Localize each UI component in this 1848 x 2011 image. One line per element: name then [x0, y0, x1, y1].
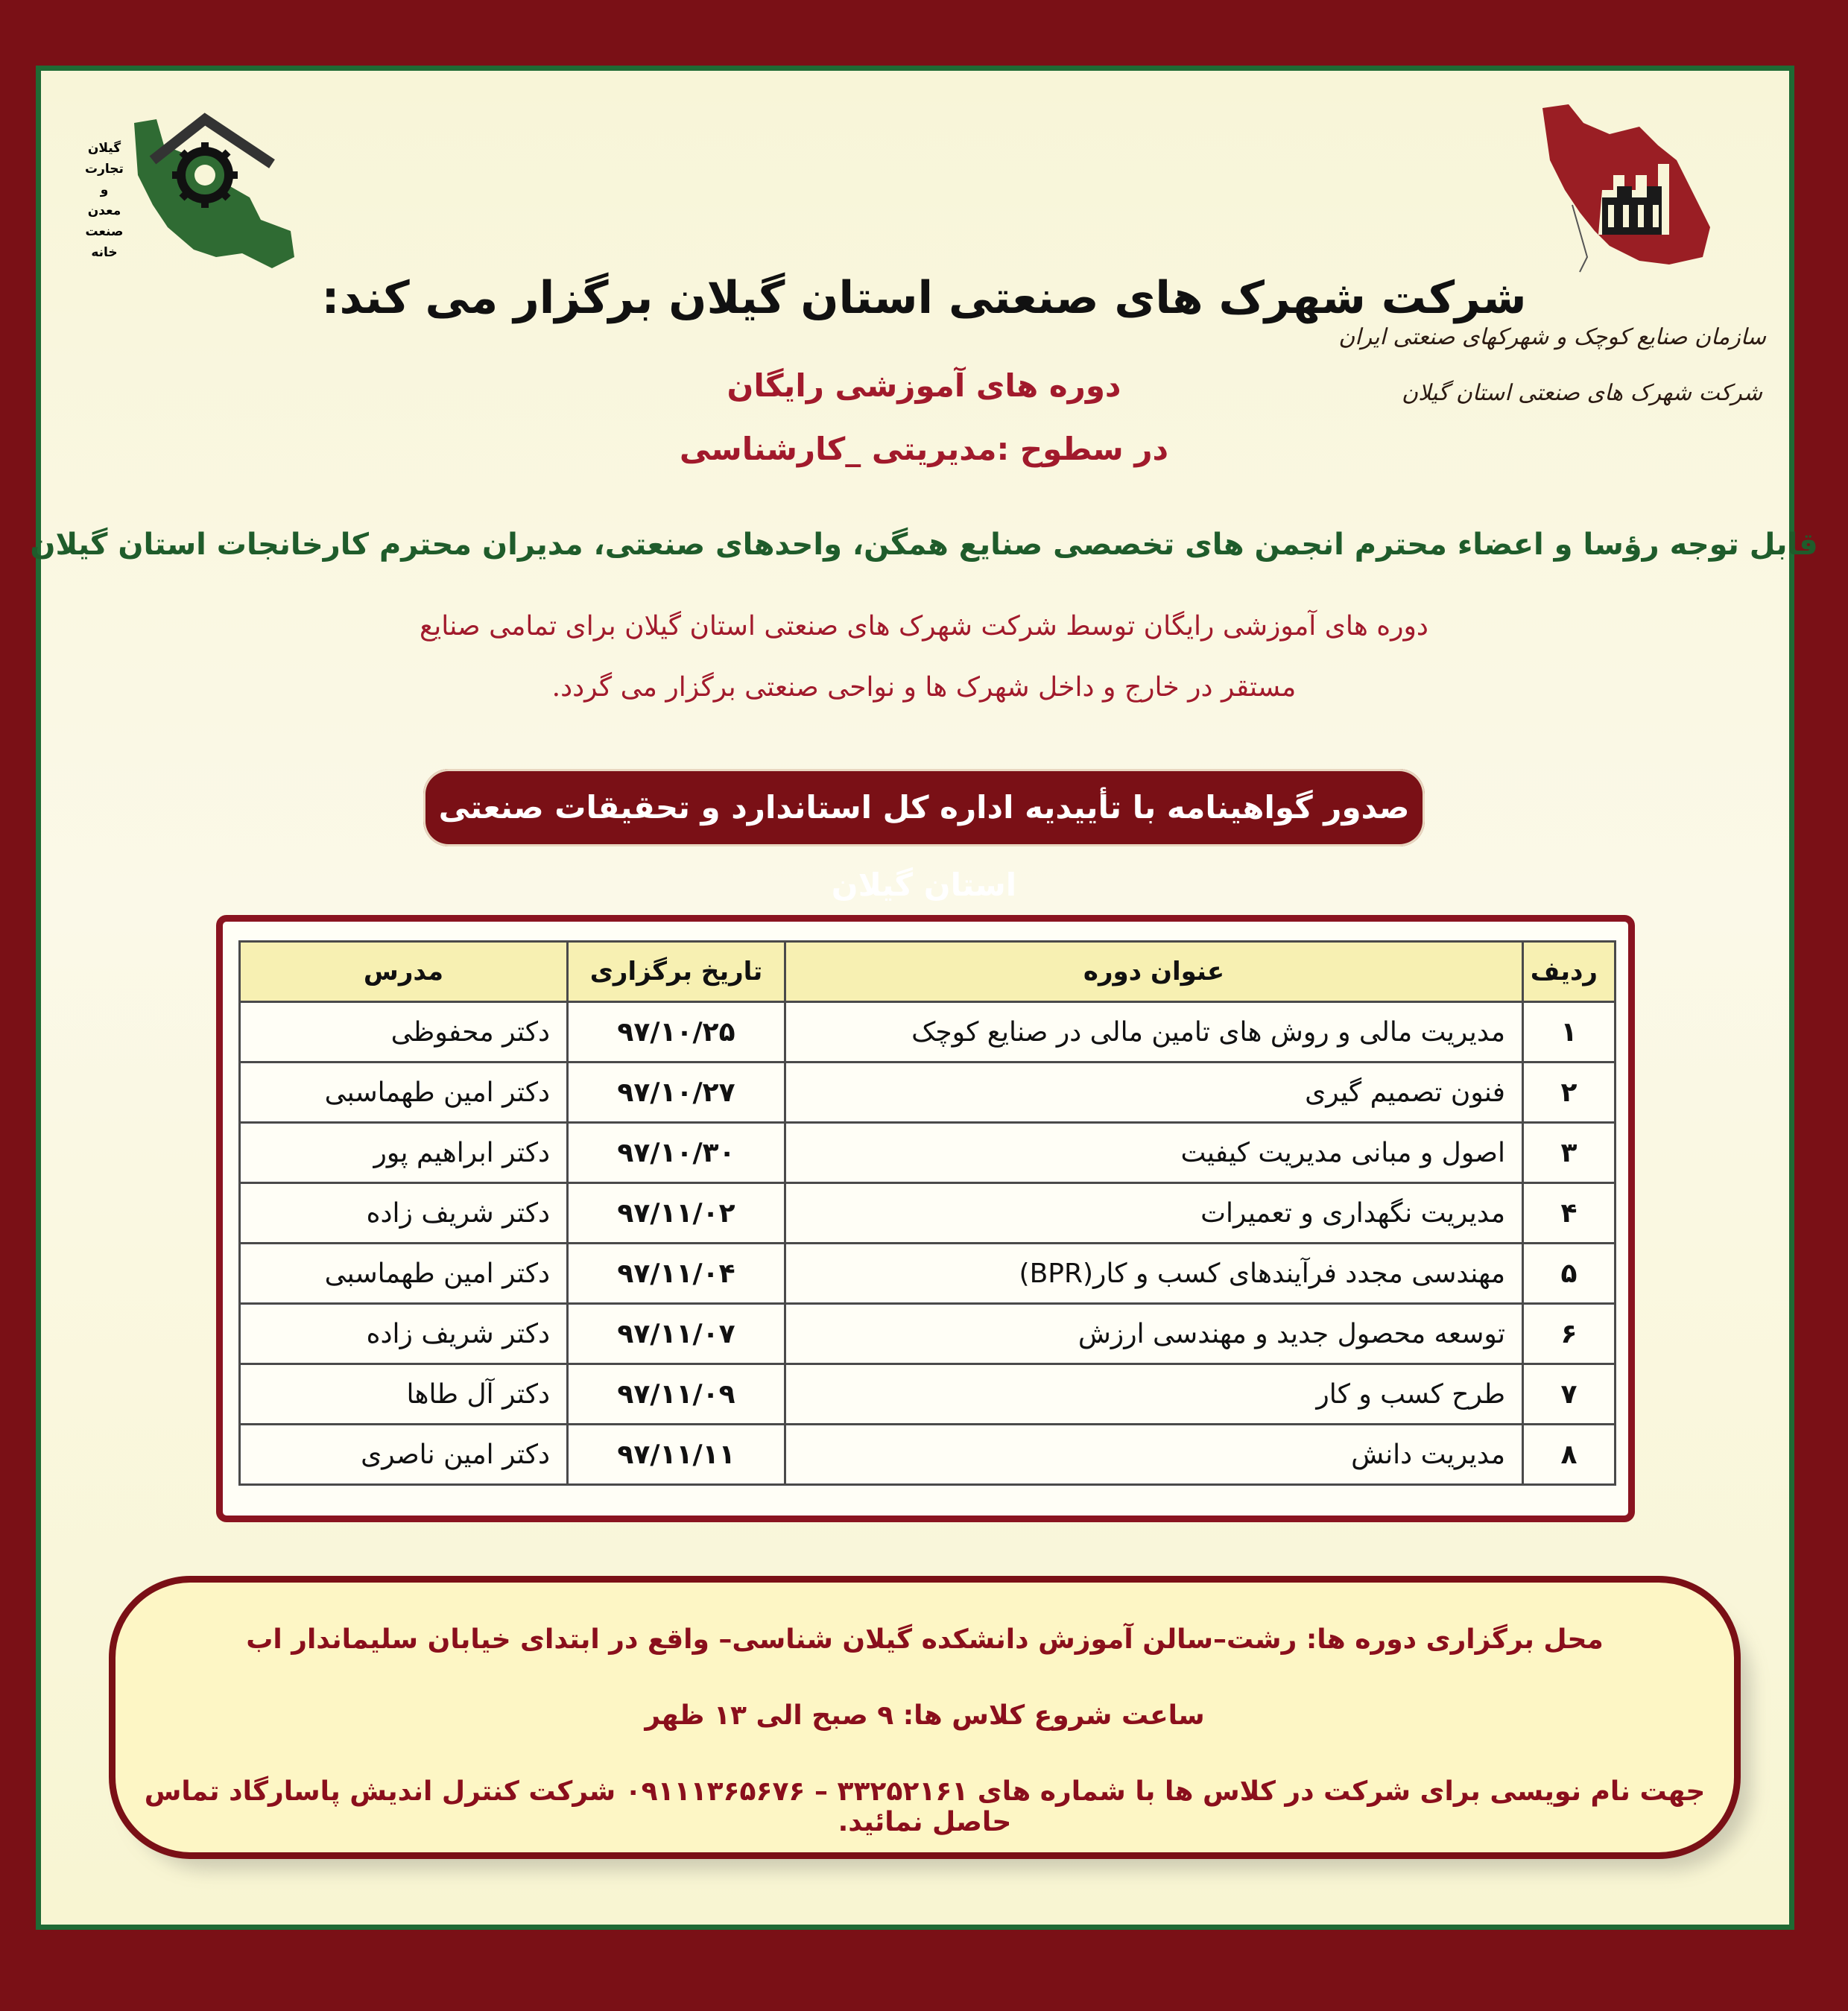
row-number: ۸ [1523, 1425, 1616, 1485]
course-table [238, 940, 1616, 1486]
course-date: ۹۷/۱۱/۰۴ [568, 1244, 785, 1304]
table-row [240, 1244, 1616, 1304]
logo-right-org-name: سازمان صنایع کوچک و شهرکهای صنعتی ایران [1338, 324, 1766, 350]
iran-map-gear-house-icon [112, 101, 306, 294]
course-title: مدیریت مالی و روش های تامین مالی در صنایع کوچک [785, 1002, 1523, 1062]
course-teacher: دکتر شریف زاده [240, 1304, 568, 1364]
course-teacher: دکتر ابراهیم پور [240, 1123, 568, 1183]
logo-left-line: معدن [87, 203, 121, 218]
row-number: ۳ [1523, 1123, 1616, 1183]
footer-class-time: ساعت شروع کلاس ها: ۹ صبح الی ۱۳ ظهر [645, 1700, 1205, 1731]
subtitle-levels: در سطوح :مدیریتی _کارشناسی [679, 431, 1169, 467]
logo-right-company-name: شرکت شهرک های صنعتی استان گیلان [1402, 380, 1762, 406]
logo-left-text [75, 138, 134, 263]
course-title: طرح کسب و کار [785, 1364, 1523, 1425]
row-number: ۷ [1523, 1364, 1616, 1425]
header-teacher: مدرس [240, 942, 568, 1002]
course-date: ۹۷/۱۰/۲۵ [568, 1002, 785, 1062]
row-number: ۱ [1523, 1002, 1616, 1062]
logo-left-line: خانه [91, 245, 118, 260]
table-header-row [240, 942, 1616, 1002]
table-row [240, 1364, 1616, 1425]
course-teacher: دکتر شریف زاده [240, 1183, 568, 1244]
logo-left-line: و [100, 183, 109, 197]
course-date: ۹۷/۱۰/۳۰ [568, 1123, 785, 1183]
table-row [240, 1304, 1616, 1364]
iran-map-factory-icon [1528, 93, 1721, 287]
description-line-2: مستقر در خارج و داخل شهرک ها و نواحی صنعتی برگزار می گردد. [551, 672, 1297, 703]
course-date: ۹۷/۱۱/۰۲ [568, 1183, 785, 1244]
course-teacher: دکتر امین طهماسبی [240, 1244, 568, 1304]
subtitle-free-courses: دوره های آموزشی رایگان [727, 367, 1121, 404]
course-title: اصول و مبانی مدیریت کیفیت [785, 1123, 1523, 1183]
course-teacher: دکتر محفوظی [240, 1002, 568, 1062]
course-title: فنون تصمیم گیری [785, 1062, 1523, 1123]
course-date: ۹۷/۱۱/۱۱ [568, 1425, 785, 1485]
header-course-title: عنوان دوره [785, 942, 1523, 1002]
table-row [240, 1425, 1616, 1485]
description-line-1: دوره های آموزشی رایگان توسط شرکت شهرک های صنعتی استان گیلان برای تمامی صنایع [420, 611, 1428, 642]
course-date: ۹۷/۱۱/۰۹ [568, 1364, 785, 1425]
logo-left-line: تجارت [85, 162, 124, 177]
table-row [240, 1123, 1616, 1183]
course-teacher: دکتر امین طهماسبی [240, 1062, 568, 1123]
attention-line: قابل توجه رؤسا و اعضاء محترم انجمن های تخصصی صنایع همگن، واحدهای صنعتی، مدیران محترم کارخانجات استان گیلان [30, 528, 1818, 562]
course-title: مدیریت دانش [785, 1425, 1523, 1485]
logo-left-line: صنعت [85, 224, 124, 239]
course-teacher: دکتر آل طاها [240, 1364, 568, 1425]
course-date: ۹۷/۱۱/۰۷ [568, 1304, 785, 1364]
footer-location: محل برگزاری دوره ها: رشت–سالن آموزش دانشکده گیلان شناسی– واقع در ابتدای خیابان سلیماندار اب [246, 1624, 1604, 1655]
table-row [240, 1183, 1616, 1244]
course-date: ۹۷/۱۰/۲۷ [568, 1062, 785, 1123]
header-row-number: ردیف [1523, 942, 1616, 1002]
course-teacher: دکتر امین ناصری [240, 1425, 568, 1485]
table-row [240, 1062, 1616, 1123]
row-number: ۵ [1523, 1244, 1616, 1304]
row-number: ۲ [1523, 1062, 1616, 1123]
certificate-banner: صدور گواهینامه با تأییدیه اداره کل استاندارد و تحقیقات صنعتی استان گیلان [423, 769, 1425, 846]
table-row [240, 1002, 1616, 1062]
footer-contact: جهت نام نویسی برای شرکت در کلاس ها با شماره های ۳۳۲۵۲۱۶۱ – ۰۹۱۱۱۳۶۵۶۷۶ شرکت کنترل اندیش پاسارگاد تماس حاصل نمائید. [144, 1776, 1706, 1837]
row-number: ۴ [1523, 1183, 1616, 1244]
header-date: تاریخ برگزاری [568, 942, 785, 1002]
course-title: توسعه محصول جدید و مهندسی ارزش [785, 1304, 1523, 1364]
course-title: مهندسی مجدد فرآیندهای کسب و کار(BPR) [785, 1244, 1523, 1304]
logo-left-line: گیلان [87, 141, 121, 156]
course-title: مدیریت نگهداری و تعمیرات [785, 1183, 1523, 1244]
row-number: ۶ [1523, 1304, 1616, 1364]
page-title: شرکت شهرک های صنعتی استان گیلان برگزار می کند: [321, 272, 1527, 324]
